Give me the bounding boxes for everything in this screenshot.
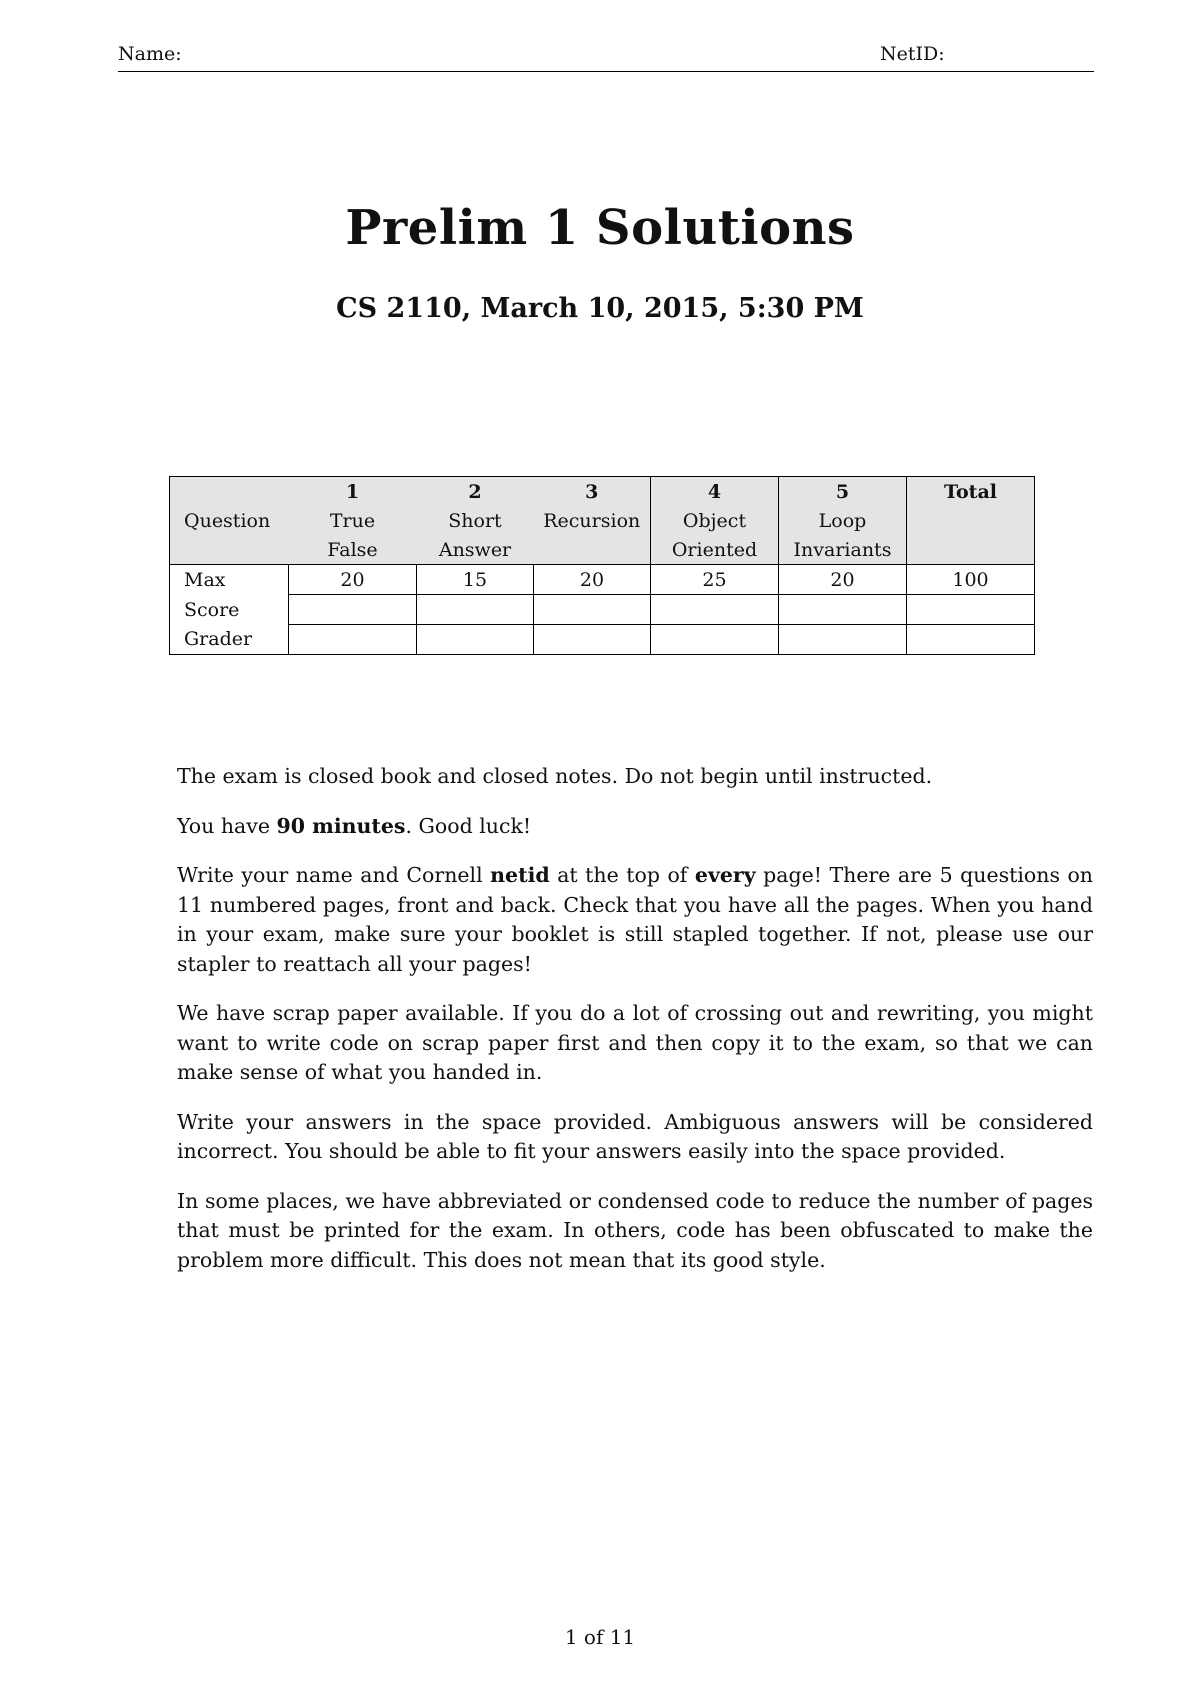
- question-3-number: 3: [534, 477, 651, 507]
- grader-row: [170, 625, 1035, 655]
- page-number: 1 of 11: [564, 1625, 636, 1649]
- score-cell: [289, 595, 417, 625]
- max-q3: 20: [534, 565, 651, 595]
- page-subtitle: CS 2110, March 10, 2015, 5:30 PM: [336, 293, 864, 324]
- question-4-line2: Oriented: [651, 535, 779, 565]
- instruction-closed-book: The exam is closed book and closed notes. Do not begin until instructed.: [177, 764, 933, 788]
- table-header-row-line2: [170, 535, 1035, 565]
- name-label: Name:: [118, 43, 182, 65]
- question-2-number: 2: [417, 477, 534, 507]
- question-4-number: 4: [651, 477, 779, 507]
- question-3-line2: [534, 535, 651, 565]
- total-label: Total: [907, 477, 1035, 507]
- grader-cell: [534, 625, 651, 655]
- instruction-answers: Write your answers in the space provided. Ambiguous answers will be considered incorrect. You should be able to fit your answers easily into the space provided.: [177, 1109, 1093, 1163]
- question-1-line2: False: [289, 535, 417, 565]
- score-cell: [907, 595, 1035, 625]
- question-2-line2: Answer: [417, 535, 534, 565]
- grader-cell: [651, 625, 779, 655]
- score-cell: [651, 595, 779, 625]
- question-2-line1: Short: [417, 506, 534, 535]
- table-header-row-numbers: [170, 477, 1035, 507]
- grader-cell: [289, 625, 417, 655]
- grader-cell: [907, 625, 1035, 655]
- question-1-number: 1: [289, 477, 417, 507]
- question-1-line1: True: [289, 506, 417, 535]
- max-q4: 25: [651, 565, 779, 595]
- max-q5: 20: [779, 565, 907, 595]
- grader-cell: [779, 625, 907, 655]
- instruction-name-netid: Write your name and Cornell netid at the top of every page! There are 5 questions on 11 numbered pages, front and back. Check that you have all the pages. When you hand in your exam, make sure your booklet is still stapled together. If not, please use our stapler to reattach all your pages!: [177, 863, 1094, 976]
- question-4-line1: Object: [651, 506, 779, 535]
- score-cell: [779, 595, 907, 625]
- page-title: Prelim 1 Solutions: [345, 200, 855, 256]
- max-row: [170, 565, 1035, 595]
- instruction-time: You have 90 minutes. Good luck!: [177, 813, 532, 838]
- grader-cell: [417, 625, 534, 655]
- netid-label: NetID:: [880, 43, 945, 65]
- time-limit: 90 minutes: [276, 813, 406, 838]
- score-row: [170, 595, 1035, 625]
- table-header-row-line1: [170, 506, 1035, 535]
- question-label: Question: [170, 506, 289, 535]
- max-row-label: Max: [170, 565, 289, 595]
- grader-row-label: Grader: [170, 625, 289, 655]
- max-q2: 15: [417, 565, 534, 595]
- score-table: [169, 476, 1035, 655]
- question-3-line1: Recursion: [534, 506, 651, 535]
- score-row-label: Score: [170, 595, 289, 625]
- question-5-line1: Loop: [779, 506, 907, 535]
- max-total: 100: [907, 565, 1035, 595]
- score-cell: [534, 595, 651, 625]
- question-5-number: 5: [779, 477, 907, 507]
- instruction-scrap-paper: We have scrap paper available. If you do a lot of crossing out and rewriting, you might want to write code on scrap paper first and then copy it to the exam, so that we can make sense of what you handed in.: [177, 1001, 1093, 1084]
- score-cell: [417, 595, 534, 625]
- instruction-code-style: In some places, we have abbreviated or condensed code to reduce the number of pages that must be printed for the exam. In others, code has been obfuscated to make the problem more difficult. This does not mean that its good style.: [177, 1188, 1093, 1272]
- max-q1: 20: [289, 565, 417, 595]
- header-line: [118, 43, 1094, 72]
- question-5-line2: Invariants: [779, 535, 907, 565]
- instructions: [177, 762, 1093, 1295]
